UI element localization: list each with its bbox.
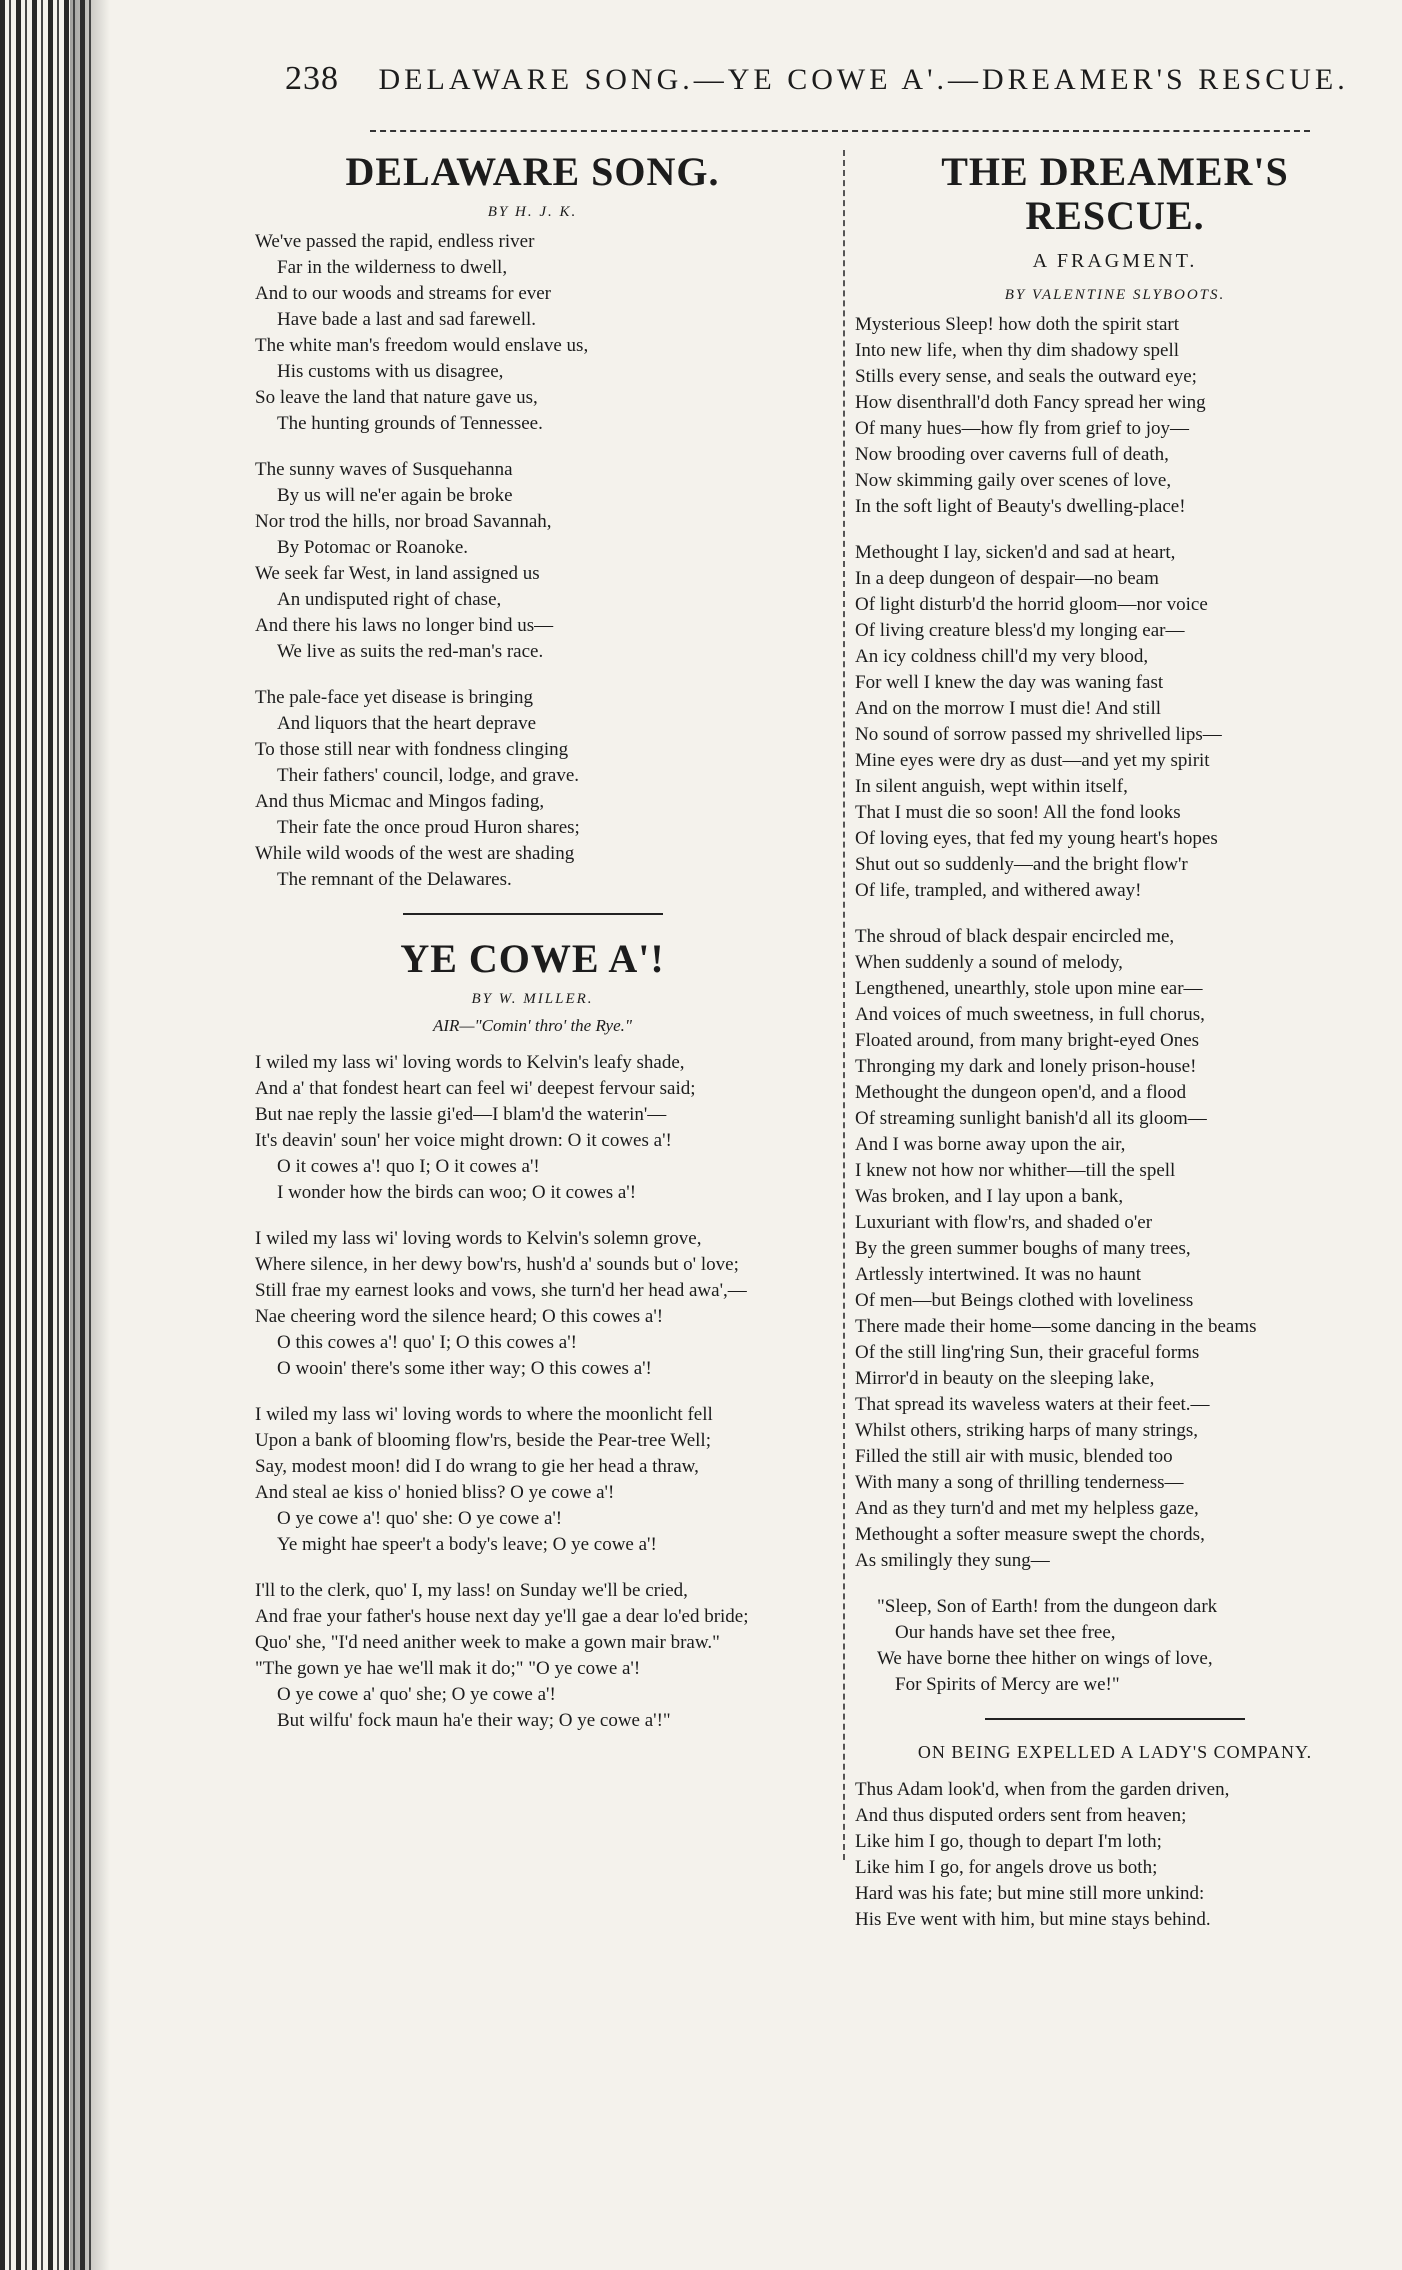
- poem-expelled: [855, 1742, 1375, 1933]
- verse-line: O ye cowe a' quo' she; O ye cowe a'!: [277, 1684, 556, 1705]
- verse-line: Our hands have set thee free,: [895, 1622, 1116, 1643]
- poem-ye-cowe-a: [255, 937, 810, 1734]
- verse-line: Mirror'd in beauty on the sleeping lake,: [855, 1368, 1155, 1389]
- stanza: [855, 924, 1375, 1574]
- verse-line: Upon a bank of blooming flow'rs, beside the Pear-tree Well;: [255, 1430, 711, 1451]
- verse-line: Like him I go, for angels drove us both;: [855, 1857, 1158, 1878]
- verse-line: Whilst others, striking harps of many strings,: [855, 1420, 1199, 1441]
- poem-body: [255, 229, 810, 893]
- verse-line: The shroud of black despair encircled me,: [855, 926, 1175, 947]
- verse-line: Hard was his fate; but mine still more unkind:: [855, 1883, 1205, 1904]
- stanza: [255, 229, 810, 437]
- left-column: [255, 150, 810, 1754]
- verse-line: Mysterious Sleep! how doth the spirit start: [855, 314, 1180, 335]
- poem-title: ON BEING EXPELLED A LADY'S COMPANY.: [917, 1742, 1313, 1762]
- verse-line: Methought a softer measure swept the chords,: [855, 1524, 1205, 1545]
- stanza: [855, 1777, 1375, 1933]
- poem-byline: BY VALENTINE SLYBOOTS.: [1004, 287, 1226, 303]
- verse-line: And frae your father's house next day ye'll gae a dear lo'ed bride;: [255, 1606, 749, 1627]
- verse-line: O wooin' there's some ither way; O this cowes a'!: [277, 1358, 652, 1379]
- verse-line: We've passed the rapid, endless river: [255, 231, 535, 252]
- poem-body: [855, 1777, 1375, 1933]
- verse-line: Of loving eyes, that fed my young heart's hopes: [855, 828, 1218, 849]
- verse-line: His customs with us disagree,: [277, 361, 504, 382]
- verse-line: Have bade a last and sad farewell.: [277, 309, 537, 330]
- verse-line: And liquors that the heart deprave: [277, 713, 537, 734]
- stanza: [855, 540, 1375, 904]
- verse-line: Filled the still air with music, blended too: [855, 1446, 1173, 1467]
- verse-line: Ye might hae speer't a body's leave; O ye cowe a'!: [277, 1534, 657, 1555]
- verse-line: By the green summer boughs of many trees,: [855, 1238, 1191, 1259]
- poem-byline: BY W. MILLER.: [471, 991, 594, 1007]
- verse-line: But nae reply the lassie gi'ed—I blam'd the waterin'—: [255, 1104, 667, 1125]
- verse-line: I'll to the clerk, quo' I, my lass! on Sunday we'll be cried,: [255, 1580, 688, 1601]
- verse-line: I wonder how the birds can woo; O it cowes a'!: [277, 1182, 637, 1203]
- verse-line: To those still near with fondness clinging: [255, 739, 569, 760]
- running-header: [285, 60, 1349, 110]
- binding-shadow: [70, 0, 110, 2270]
- verse-line: Say, modest moon! did I do wrang to gie her head a thraw,: [255, 1456, 699, 1477]
- verse-line: And as they turn'd and met my helpless gaze,: [855, 1498, 1199, 1519]
- verse-line: I knew not how nor whither—till the spell: [855, 1160, 1176, 1181]
- verse-line: Still frae my earnest looks and vows, she turn'd her head awa',—: [255, 1280, 747, 1301]
- verse-line: His Eve went with him, but mine stays behind.: [855, 1909, 1211, 1930]
- verse-line: Where silence, in her dewy bow'rs, hush'd a' sounds but o' love;: [255, 1254, 739, 1275]
- verse-line: Their fathers' council, lodge, and grave.: [277, 765, 580, 786]
- verse-line: Of streaming sunlight banish'd all its gloom—: [855, 1108, 1207, 1129]
- stanza: [255, 1050, 810, 1206]
- verse-line: While wild woods of the west are shading: [255, 843, 575, 864]
- stanza: [255, 457, 810, 665]
- verse-line: No sound of sorrow passed my shrivelled lips—: [855, 724, 1222, 745]
- verse-line: We have borne thee hither on wings of love,: [877, 1648, 1213, 1669]
- verse-line: Methought the dungeon open'd, and a flood: [855, 1082, 1187, 1103]
- verse-line: Of many hues—how fly from grief to joy—: [855, 418, 1190, 439]
- verse-line: Thus Adam look'd, when from the garden driven,: [855, 1779, 1230, 1800]
- verse-line: The sunny waves of Susquehanna: [255, 459, 513, 480]
- poem-subtitle: A FRAGMENT.: [1032, 250, 1198, 272]
- right-column: [855, 150, 1375, 1953]
- verse-line: And I was borne away upon the air,: [855, 1134, 1126, 1155]
- verse-line: And steal ae kiss o' honied bliss? O ye cowe a'!: [255, 1482, 615, 1503]
- poem-dreamers-rescue: [855, 150, 1375, 1698]
- verse-line: Of life, trampled, and withered away!: [855, 880, 1142, 901]
- verse-line: For Spirits of Mercy are we!": [895, 1674, 1120, 1695]
- verse-line: An undisputed right of chase,: [277, 589, 502, 610]
- poem-title: YE COWE A'!: [400, 936, 665, 981]
- verse-line: With many a song of thrilling tenderness—: [855, 1472, 1184, 1493]
- verse-line: Luxuriant with flow'rs, and shaded o'er: [855, 1212, 1153, 1233]
- verse-line: Their fate the once proud Huron shares;: [277, 817, 580, 838]
- verse-line: And voices of much sweetness, in full chorus,: [855, 1004, 1205, 1025]
- verse-line: O it cowes a'! quo I; O it cowes a'!: [277, 1156, 540, 1177]
- verse-line: And on the morrow I must die! And still: [855, 698, 1162, 719]
- verse-line: And thus disputed orders sent from heaven;: [855, 1805, 1187, 1826]
- verse-line: I wiled my lass wi' loving words to Kelvin's leafy shade,: [255, 1052, 685, 1073]
- verse-line: But wilfu' fock maun ha'e their way; O ye cowe a'!": [277, 1710, 671, 1731]
- verse-line: Into new life, when thy dim shadowy spell: [855, 340, 1180, 361]
- section-rule: [403, 913, 663, 915]
- verse-line: Now brooding over caverns full of death,: [855, 444, 1169, 465]
- verse-line: Shut out so suddenly—and the bright flow'r: [855, 854, 1188, 875]
- verse-line: It's deavin' soun' her voice might drown: O it cowes a'!: [255, 1130, 672, 1151]
- poem-title: DELAWARE SONG.: [345, 149, 720, 194]
- verse-line: Of living creature bless'd my longing ear—: [855, 620, 1185, 641]
- stanza: [255, 1578, 810, 1734]
- verse-line: When suddenly a sound of melody,: [855, 952, 1123, 973]
- verse-line: And to our woods and streams for ever: [255, 283, 552, 304]
- verse-line: That I must die so soon! All the fond looks: [855, 802, 1181, 823]
- verse-line: And thus Micmac and Mingos fading,: [255, 791, 545, 812]
- poem-title: THE DREAMER'S RESCUE.: [941, 149, 1289, 238]
- verse-line: In a deep dungeon of despair—no beam: [855, 568, 1159, 589]
- poem-air: AIR—"Comin' thro' the Rye.": [432, 1016, 633, 1035]
- verse-line: And there his laws no longer bind us—: [255, 615, 554, 636]
- verse-line: Floated around, from many bright-eyed Ones: [855, 1030, 1200, 1051]
- verse-line: Was broken, and I lay upon a bank,: [855, 1186, 1124, 1207]
- stanza: [855, 1594, 1375, 1698]
- page-number: 238: [285, 60, 339, 97]
- verse-line: Far in the wilderness to dwell,: [277, 257, 508, 278]
- verse-line: Like him I go, though to depart I'm loth;: [855, 1831, 1162, 1852]
- verse-line: Lengthened, unearthly, stole upon mine ear—: [855, 978, 1203, 999]
- verse-line: I wiled my lass wi' loving words to Kelvin's solemn grove,: [255, 1228, 702, 1249]
- verse-line: And a' that fondest heart can feel wi' deepest fervour said;: [255, 1078, 696, 1099]
- verse-line: Methought I lay, sicken'd and sad at heart,: [855, 542, 1176, 563]
- verse-line: As smilingly they sung—: [855, 1550, 1050, 1571]
- verse-line: Stills every sense, and seals the outward eye;: [855, 366, 1197, 387]
- verse-line: Of men—but Beings clothed with loveliness: [855, 1290, 1194, 1311]
- verse-line: Quo' she, "I'd need anither week to make a gown mair braw.": [255, 1632, 720, 1653]
- verse-line: The white man's freedom would enslave us,: [255, 335, 589, 356]
- verse-line: An icy coldness chill'd my very blood,: [855, 646, 1149, 667]
- verse-line: There made their home—some dancing in the beams: [855, 1316, 1257, 1337]
- verse-line: The pale-face yet disease is bringing: [255, 687, 534, 708]
- verse-line: The hunting grounds of Tennessee.: [277, 413, 543, 434]
- verse-line: We live as suits the red-man's race.: [277, 641, 544, 662]
- verse-line: Of the still ling'ring Sun, their graceful forms: [855, 1342, 1200, 1363]
- verse-line: Nor trod the hills, nor broad Savannah,: [255, 511, 552, 532]
- poem-body: [255, 1050, 810, 1734]
- stanza: [255, 1402, 810, 1558]
- verse-line: "Sleep, Son of Earth! from the dungeon dark: [877, 1596, 1218, 1617]
- verse-line: How disenthrall'd doth Fancy spread her wing: [855, 392, 1206, 413]
- verse-line: Nae cheering word the silence heard; O this cowes a'!: [255, 1306, 664, 1327]
- verse-line: That spread its waveless waters at their feet.—: [855, 1394, 1210, 1415]
- verse-line: I wiled my lass wi' loving words to where the moonlicht fell: [255, 1404, 713, 1425]
- verse-line: So leave the land that nature gave us,: [255, 387, 538, 408]
- verse-line: We seek far West, in land assigned us: [255, 563, 540, 584]
- verse-line: O ye cowe a'! quo' she: O ye cowe a'!: [277, 1508, 563, 1529]
- stanza: [855, 312, 1375, 520]
- header-rule: [370, 130, 1310, 132]
- verse-line: Artlessly intertwined. It was no haunt: [855, 1264, 1142, 1285]
- running-title: DELAWARE SONG.—YE COWE A'.—DREAMER'S RESCUE.: [378, 63, 1349, 96]
- poem-body: [855, 312, 1375, 1698]
- stanza: [255, 685, 810, 893]
- verse-line: "The gown ye hae we'll mak it do;" "O ye cowe a'!: [255, 1658, 641, 1679]
- column-divider: [843, 150, 845, 1860]
- poem-delaware-song: [255, 150, 810, 893]
- page: [255, 0, 1380, 2270]
- verse-line: Mine eyes were dry as dust—and yet my spirit: [855, 750, 1210, 771]
- stanza: [255, 1226, 810, 1382]
- section-rule: [985, 1718, 1245, 1720]
- verse-line: In silent anguish, wept within itself,: [855, 776, 1128, 797]
- verse-line: For well I knew the day was waning fast: [855, 672, 1164, 693]
- verse-line: The remnant of the Delawares.: [277, 869, 512, 890]
- verse-line: Thronging my dark and lonely prison-house!: [855, 1056, 1197, 1077]
- verse-line: By us will ne'er again be broke: [277, 485, 513, 506]
- verse-line: O this cowes a'! quo' I; O this cowes a'!: [277, 1332, 577, 1353]
- verse-line: By Potomac or Roanoke.: [277, 537, 469, 558]
- verse-line: Of light disturb'd the horrid gloom—nor voice: [855, 594, 1208, 615]
- poem-byline: BY H. J. K.: [487, 204, 578, 220]
- verse-line: In the soft light of Beauty's dwelling-place!: [855, 496, 1186, 517]
- verse-line: Now skimming gaily over scenes of love,: [855, 470, 1172, 491]
